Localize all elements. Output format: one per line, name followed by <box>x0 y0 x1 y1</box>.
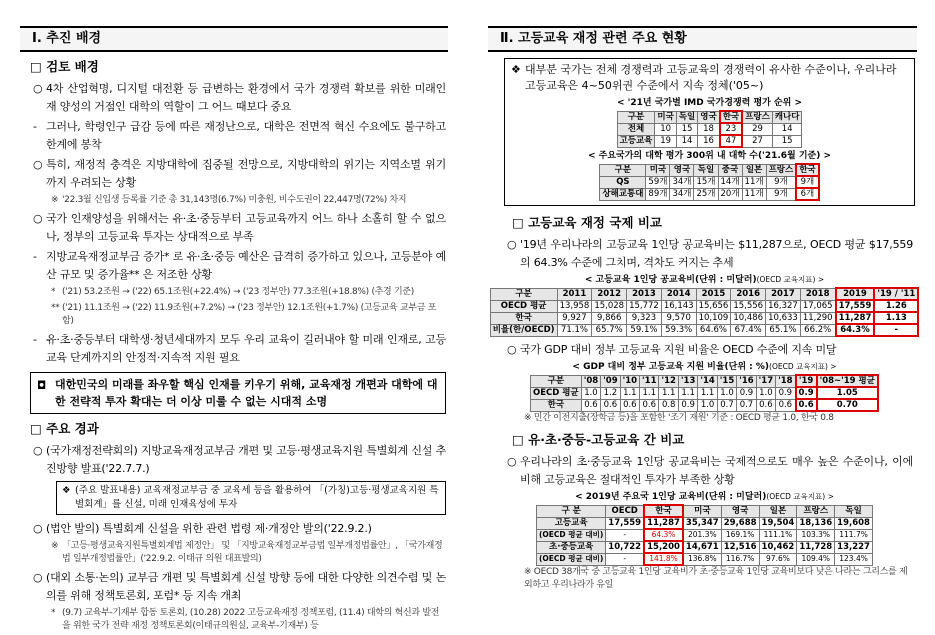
table-header-cell: 2014 <box>661 288 696 300</box>
footnote: ** ('21) 11.1조원 → ('22) 11.9조원(+7.2%) → ('23 정부안) 12.1조원(+1.7%) (고등교육 교부금 포함) <box>51 303 437 326</box>
table-header-cell: '12 <box>659 375 678 387</box>
table-cell: 17,065 <box>800 300 835 312</box>
table-cell: 9,927 <box>557 312 592 324</box>
table-cell: 35,347 <box>683 517 721 529</box>
table-header-cell: 영국 <box>721 505 759 517</box>
table-cell: 0.9 <box>737 387 756 399</box>
table-cell: 201.3% <box>683 529 721 541</box>
table-header-cell: '13 <box>678 375 697 387</box>
table-header-cell: 구분 <box>490 288 557 300</box>
table-cell: 10,722 <box>606 541 644 553</box>
heading-level-comparison: □ 유·초·중등-고등교육 간 비교 <box>512 432 685 447</box>
paragraph: ○ (법안 발의) 특별회계 신설을 위한 관련 법령 제·개정안 발의('22.9.2.) <box>33 522 372 535</box>
table-cell: 19,608 <box>835 517 873 529</box>
table-cell: 111.1% <box>759 529 797 541</box>
footnote: ※ 민간 이전지출(장학금 등)을 포함한 '조기 재원' 기준 : OECD 평균 1.0, 한국 0.8 <box>524 413 834 423</box>
table-header-cell: 영국 <box>670 164 694 176</box>
table-header-cell: '10 <box>620 375 639 387</box>
paragraph: - 지방교육재정교부금 증가* 로 유·초·중등 예산은 급격히 증가하고 있으나, 고등분야 예산 규모 및 증가율** 은 저조한 상황 <box>33 250 446 281</box>
table-cell: 10 <box>655 123 676 135</box>
table-cell: 9개 <box>796 176 818 188</box>
table-cell: 64.6% <box>696 324 731 336</box>
table-cell: 9개 <box>766 176 796 188</box>
table-header-row <box>490 288 918 300</box>
table-cell: 11,287 <box>836 312 875 324</box>
heading-international: □ 고등교육 재정 국제 비교 <box>512 215 662 230</box>
university-ranking-table <box>599 163 819 201</box>
table-cell: 고등교육 <box>537 517 606 529</box>
table-cell: 0.9 <box>678 399 697 411</box>
table-cell: 34개 <box>670 188 694 200</box>
section-title-finance: Ⅱ. 고등교육 재정 관련 주요 현황 <box>488 26 917 52</box>
table-cell: 16,327 <box>766 300 801 312</box>
table-cell: 1.0 <box>717 387 736 399</box>
table-header-cell: 캐나다 <box>772 111 802 123</box>
table-header-cell: 한국 <box>720 111 742 123</box>
table-cell: 29,688 <box>721 517 759 529</box>
gdp-ratio-table <box>530 374 879 412</box>
footnote: ※ OECD 38개국 중 고등교육 1인당 교육비가 초·중등교육 1인당 교육비보다 낮은 나라는 그리스를 제외하고 우리나라가 유일 <box>524 567 908 590</box>
table-header-cell: 미국 <box>646 164 670 176</box>
table-cell: 11개 <box>742 176 766 188</box>
paragraph: ○ (국가재정전략회의) 지방교육재정교부금 개편 및 고등·평생교육지원 특별회계 신설 추진방향 발표('22.7.7.) <box>33 444 446 475</box>
table-cell: 9,323 <box>627 312 662 324</box>
table-header-cell: '19 <box>796 375 817 387</box>
table-cell: 9개 <box>766 188 796 200</box>
table-caption: < GDP 대비 정부 고등교육 지원 비율(단위 : %)(OECD 교육지표) > <box>572 362 837 372</box>
table-cell: 1.1 <box>678 387 697 399</box>
table-header-cell: 구분 <box>600 164 646 176</box>
footnote: ※ '22.3월 신입생 등록률 기준 총 31,143명(6.7%) 미충원, 비수도권이 22,447명(72%) 차지 <box>51 195 407 205</box>
paragraph: - 그러나, 학령인구 급감 등에 따른 재정난으로, 대학은 전면적 혁신 수요에도 불구하고 한계에 봉착 <box>33 120 446 151</box>
table-cell: - <box>606 553 644 565</box>
table-cell: 10,486 <box>731 312 766 324</box>
table-header-cell: '08~'19 평균 <box>817 375 878 387</box>
table-header-cell: 중국 <box>718 164 742 176</box>
table-cell: OECD 평균 <box>531 387 582 399</box>
table-cell: 0.6 <box>756 399 775 411</box>
table-header-cell: 2013 <box>627 288 662 300</box>
table-cell: 123.4% <box>835 553 873 565</box>
table-cell: QS <box>600 176 646 188</box>
table-cell: 0.9 <box>776 387 796 399</box>
table-row <box>490 312 918 324</box>
table-cell: 15 <box>772 135 802 147</box>
table-cell: 상해교통대 <box>600 188 646 200</box>
table-cell: 0.6 <box>640 399 659 411</box>
table-cell: 65.7% <box>592 324 627 336</box>
table-cell: 6개 <box>796 188 818 200</box>
table-header-cell: '08 <box>581 375 600 387</box>
table-cell: 59.1% <box>627 324 662 336</box>
table-caption: < 고등교육 1인당 공교육비(단위 : 미달러)(OECD 교육지표) > <box>584 275 825 285</box>
table-header-cell: '14 <box>698 375 717 387</box>
table-cell: 89개 <box>646 188 670 200</box>
announcement-box: ❖ (주요 발표내용) 교육재정교부금 중 교육세 등을 활용하여 「(가칭)고등·평생교육지원 특별회계」를 신설, 미래 인재육성에 투자 <box>56 481 446 515</box>
table-cell: 0.7 <box>717 399 736 411</box>
table-header-row <box>531 375 878 387</box>
table-cell: 12,516 <box>721 541 759 553</box>
table-cell: 15개 <box>694 176 718 188</box>
table-cell: 34개 <box>670 176 694 188</box>
paragraph: ○ '19년 우리나라의 고등교육 1인당 공교육비는 $11,287으로, OECD 평균 $17,559의 64.3% 수준에 그치며, 격차도 커지는 추세 <box>507 238 913 269</box>
table-cell: 0.6 <box>796 399 817 411</box>
table-cell: 169.1% <box>721 529 759 541</box>
table-row <box>490 300 918 312</box>
table-header-cell: '15 <box>717 375 736 387</box>
table-cell: 0.8 <box>659 399 678 411</box>
table-header-cell: '19 / '11 <box>874 288 918 300</box>
table-cell: 14 <box>772 123 802 135</box>
table-header-cell: '16 <box>737 375 756 387</box>
table-cell: 1.13 <box>874 312 918 324</box>
table-header-cell: 프랑스 <box>797 505 835 517</box>
heading-review-background: □ 검토 배경 <box>30 59 99 74</box>
table-cell: 19,504 <box>759 517 797 529</box>
footnote: * ('21) 53.2조원 → ('22) 65.1조원(+22.4%) → ('23 정부안) 77.3조원(+18.8%) (추경 기준) <box>51 287 415 297</box>
table-cell: 17,559 <box>836 300 875 312</box>
highlight-box: ◘ 대한민국의 미래를 좌우할 핵심 인재를 키우기 위해, 교육재정 개편과 대학에 대한 전략적 투자 확대는 더 이상 미룰 수 없는 시대적 소명 <box>30 372 446 414</box>
table-cell: 10,633 <box>766 312 801 324</box>
table-cell: 25개 <box>694 188 718 200</box>
table-cell: 27 <box>742 135 772 147</box>
table-header-cell: OECD <box>606 505 644 517</box>
table-header-cell: 독일 <box>694 164 718 176</box>
table-row <box>537 541 873 553</box>
table-header-cell: '17 <box>756 375 775 387</box>
table-cell: 111.7% <box>835 529 873 541</box>
table-cell: 13,958 <box>557 300 592 312</box>
table-cell: 0.70 <box>817 399 878 411</box>
table-cell: 11,287 <box>644 517 683 529</box>
table-header-cell: 2017 <box>766 288 801 300</box>
paragraph: ○ 우리나라의 초·중등교육 1인당 공교육비는 국제적으로도 매우 높은 수준이나, 이에 비해 고등교육은 절대적인 투자가 부족한 상황 <box>507 455 913 486</box>
table-cell: - <box>874 324 918 336</box>
table-cell: 전체 <box>617 123 655 135</box>
table-cell: 15,772 <box>627 300 662 312</box>
table-cell: 16 <box>698 135 720 147</box>
table-header-cell: 일본 <box>759 505 797 517</box>
footnote: ※ 「고등·평생교육지원특별회계법 제정안」 및 「지방교육재정교부금법 일부개정법률안」, 「국가재정법 일부개정법률안」('22.9.2. 이태규 의원 대표발의) <box>51 541 443 564</box>
table-cell: 18,136 <box>797 517 835 529</box>
table-header-cell: 구 분 <box>537 505 606 517</box>
table-cell: 15 <box>676 123 697 135</box>
table-header-cell: 영국 <box>698 111 720 123</box>
table-cell: 1.0 <box>698 399 717 411</box>
table-row <box>537 553 873 565</box>
table-header-cell: 2012 <box>592 288 627 300</box>
table-cell: 10,462 <box>759 541 797 553</box>
table-cell: 19 <box>655 135 676 147</box>
table-header-cell: 한국 <box>796 164 818 176</box>
table-header-cell: 한국 <box>644 505 683 517</box>
table-cell: 20개 <box>718 188 742 200</box>
table-cell: 초·중등교육 <box>537 541 606 553</box>
table-cell: 116.7% <box>721 553 759 565</box>
education-cost-table <box>536 504 873 566</box>
table-cell: 1.2 <box>601 387 620 399</box>
paragraph: ○ 특히, 재정적 충격은 지방대학에 집중될 전망으로, 지방대학의 위기는 지역소멸 위기까지 우려되는 상황 <box>33 158 446 189</box>
table-cell: OECD 평균 <box>490 300 557 312</box>
table-cell: 67.4% <box>731 324 766 336</box>
table-cell: 15,556 <box>731 300 766 312</box>
table-header-cell: 2018 <box>800 288 835 300</box>
table-cell: 103.3% <box>797 529 835 541</box>
table-cell: 16,143 <box>661 300 696 312</box>
table-cell: 한국 <box>490 312 557 324</box>
table-cell: 64.3% <box>836 324 875 336</box>
table-header-cell: 독일 <box>835 505 873 517</box>
paragraph: ○ (대외 소통·논의) 교부금 개편 및 특별회계 신설 방향 등에 대한 다양한 의견수렴 및 논의를 위해 정책토론회, 포럼* 등 지속 개최 <box>33 571 446 602</box>
table-row <box>531 387 878 399</box>
table-row <box>537 529 873 541</box>
table-cell: 비율(한/OECD) <box>490 324 557 336</box>
paragraph: ○ 국가 GDP 대비 정부 고등교육 지원 비율은 OECD 수준에 지속 미달 <box>507 343 837 356</box>
table-cell: 1.1 <box>659 387 678 399</box>
table-header-cell: 프랑스 <box>766 164 796 176</box>
table-header-cell: 미국 <box>683 505 721 517</box>
table-cell: 0.7 <box>737 399 756 411</box>
table-row <box>600 176 819 188</box>
table-cell: 59개 <box>646 176 670 188</box>
table-cell: 9,866 <box>592 312 627 324</box>
table-cell: 14개 <box>718 176 742 188</box>
table-cell: 66.2% <box>800 324 835 336</box>
table-header-cell: 2011 <box>557 288 592 300</box>
table-cell: 71.1% <box>557 324 592 336</box>
table-cell: 1.05 <box>817 387 878 399</box>
table-header-cell: 2016 <box>731 288 766 300</box>
table-cell: 136.8% <box>683 553 721 565</box>
table-header-cell: 2015 <box>696 288 731 300</box>
table-cell: 65.1% <box>766 324 801 336</box>
table-cell: 15,200 <box>644 541 683 553</box>
ranking-box <box>504 58 915 206</box>
table-header-cell: 독일 <box>676 111 697 123</box>
table-header-cell: 일본 <box>742 164 766 176</box>
table-cell: 64.3% <box>644 529 683 541</box>
table-cell: 29 <box>742 123 772 135</box>
table-cell: 11,290 <box>800 312 835 324</box>
table-cell: 1.1 <box>640 387 659 399</box>
table-row <box>617 135 802 147</box>
table-header-cell: '11 <box>640 375 659 387</box>
table-row <box>531 399 878 411</box>
table-caption: < 주요국가의 대학 평가 300위 내 대학 수('21.6월 기준) > <box>587 151 832 161</box>
table-cell: 11개 <box>742 188 766 200</box>
table-caption: < 2019년 주요국 1인당 교육비(단위 : 미달러)(OECD 교육지표) > <box>575 492 834 502</box>
table-header-cell: '18 <box>776 375 796 387</box>
table-cell: 0.6 <box>581 399 600 411</box>
table-caption: < '21년 국가별 IMD 국가경쟁력 평가 순위 > <box>616 98 803 108</box>
table-cell: 0.6 <box>776 399 796 411</box>
table-header-cell: 2019 <box>836 288 875 300</box>
table-cell: 1.1 <box>698 387 717 399</box>
table-cell: 15,028 <box>592 300 627 312</box>
table-cell: 17,559 <box>606 517 644 529</box>
table-row <box>617 123 802 135</box>
paragraph: ○ 국가 인재양성을 위해서는 유·초·중등부터 고등교육까지 어느 하나 소홀히 할 수 없으나, 정부의 고등교육 투자는 상대적으로 부족 <box>33 212 446 243</box>
table-cell: 1.1 <box>620 387 639 399</box>
table-header-cell: 구분 <box>531 375 582 387</box>
table-cell: 59.3% <box>661 324 696 336</box>
footnote: * (9.7) 교육부-기재부 합동 토론회, (10.28) 2022 고등교육재정 정책포럼, (11.4) 대학의 혁신과 발전을 위한 국가 전략 재정 정책토론회(이태규의원실, 교육부-기재부) 등 <box>51 608 440 631</box>
table-cell: 9,570 <box>661 312 696 324</box>
paragraph: ○ 4차 산업혁명, 디지털 대전환 등 급변하는 환경에서 국가 경쟁력 확보를 위한 미래인재 양성의 거점인 대학의 역할이 그 어느 때보다 중요 <box>33 82 446 113</box>
table-cell: 109.4% <box>797 553 835 565</box>
table-cell: 0.6 <box>601 399 620 411</box>
table-cell: 고등교육 <box>617 135 655 147</box>
table-cell: 0.9 <box>796 387 817 399</box>
table-cell: 14 <box>676 135 697 147</box>
table-cell: 1.26 <box>874 300 918 312</box>
right-column <box>474 0 935 635</box>
table-cell: 141.8% <box>644 553 683 565</box>
table-header-cell: 미국 <box>655 111 676 123</box>
table-header-cell: '09 <box>601 375 620 387</box>
imd-ranking-table <box>617 110 803 148</box>
table-cell: 0.6 <box>620 399 639 411</box>
table-row <box>600 188 819 200</box>
table-cell: 18 <box>698 123 720 135</box>
table-header-cell: 구분 <box>617 111 655 123</box>
table-header-row <box>600 164 819 176</box>
heading-major-progress: □ 주요 경과 <box>30 421 99 436</box>
table-cell: 13,227 <box>835 541 873 553</box>
table-cell: 한국 <box>531 399 582 411</box>
table-cell: 10,109 <box>696 312 731 324</box>
section-title-background: Ⅰ. 추진 배경 <box>20 26 448 52</box>
table-cell: 15,656 <box>696 300 731 312</box>
table-cell: 14,671 <box>683 541 721 553</box>
table-row <box>537 517 873 529</box>
table-cell: 11,728 <box>797 541 835 553</box>
table-cell: 23 <box>720 123 742 135</box>
table-cell: 97.6% <box>759 553 797 565</box>
per-student-expenditure-table <box>490 287 920 337</box>
table-header-row <box>537 505 873 517</box>
lead-text: ❖ 대부분 국가는 전체 경쟁력과 고등교육의 경쟁력이 유사한 수준이나, 우리나라 고등교육은 4~50위권 수준에서 지속 정체('05~) <box>511 63 897 92</box>
table-row <box>490 324 918 336</box>
table-cell: - <box>606 529 644 541</box>
table-cell: 1.0 <box>581 387 600 399</box>
table-cell: (OECD 평균 대비) <box>537 529 606 541</box>
paragraph: - 유·초·중등부터 대학생·청년세대까지 모두 우리 교육이 길러내야 할 미래 인재로, 고등교육 단계까지의 안정적·지속적 지원 필요 <box>33 333 446 364</box>
table-cell: 47 <box>720 135 742 147</box>
table-header-row <box>617 111 802 123</box>
table-cell: 1.0 <box>756 387 775 399</box>
table-header-cell: 프랑스 <box>742 111 772 123</box>
table-cell: (OECD 평균 대비) <box>537 553 606 565</box>
